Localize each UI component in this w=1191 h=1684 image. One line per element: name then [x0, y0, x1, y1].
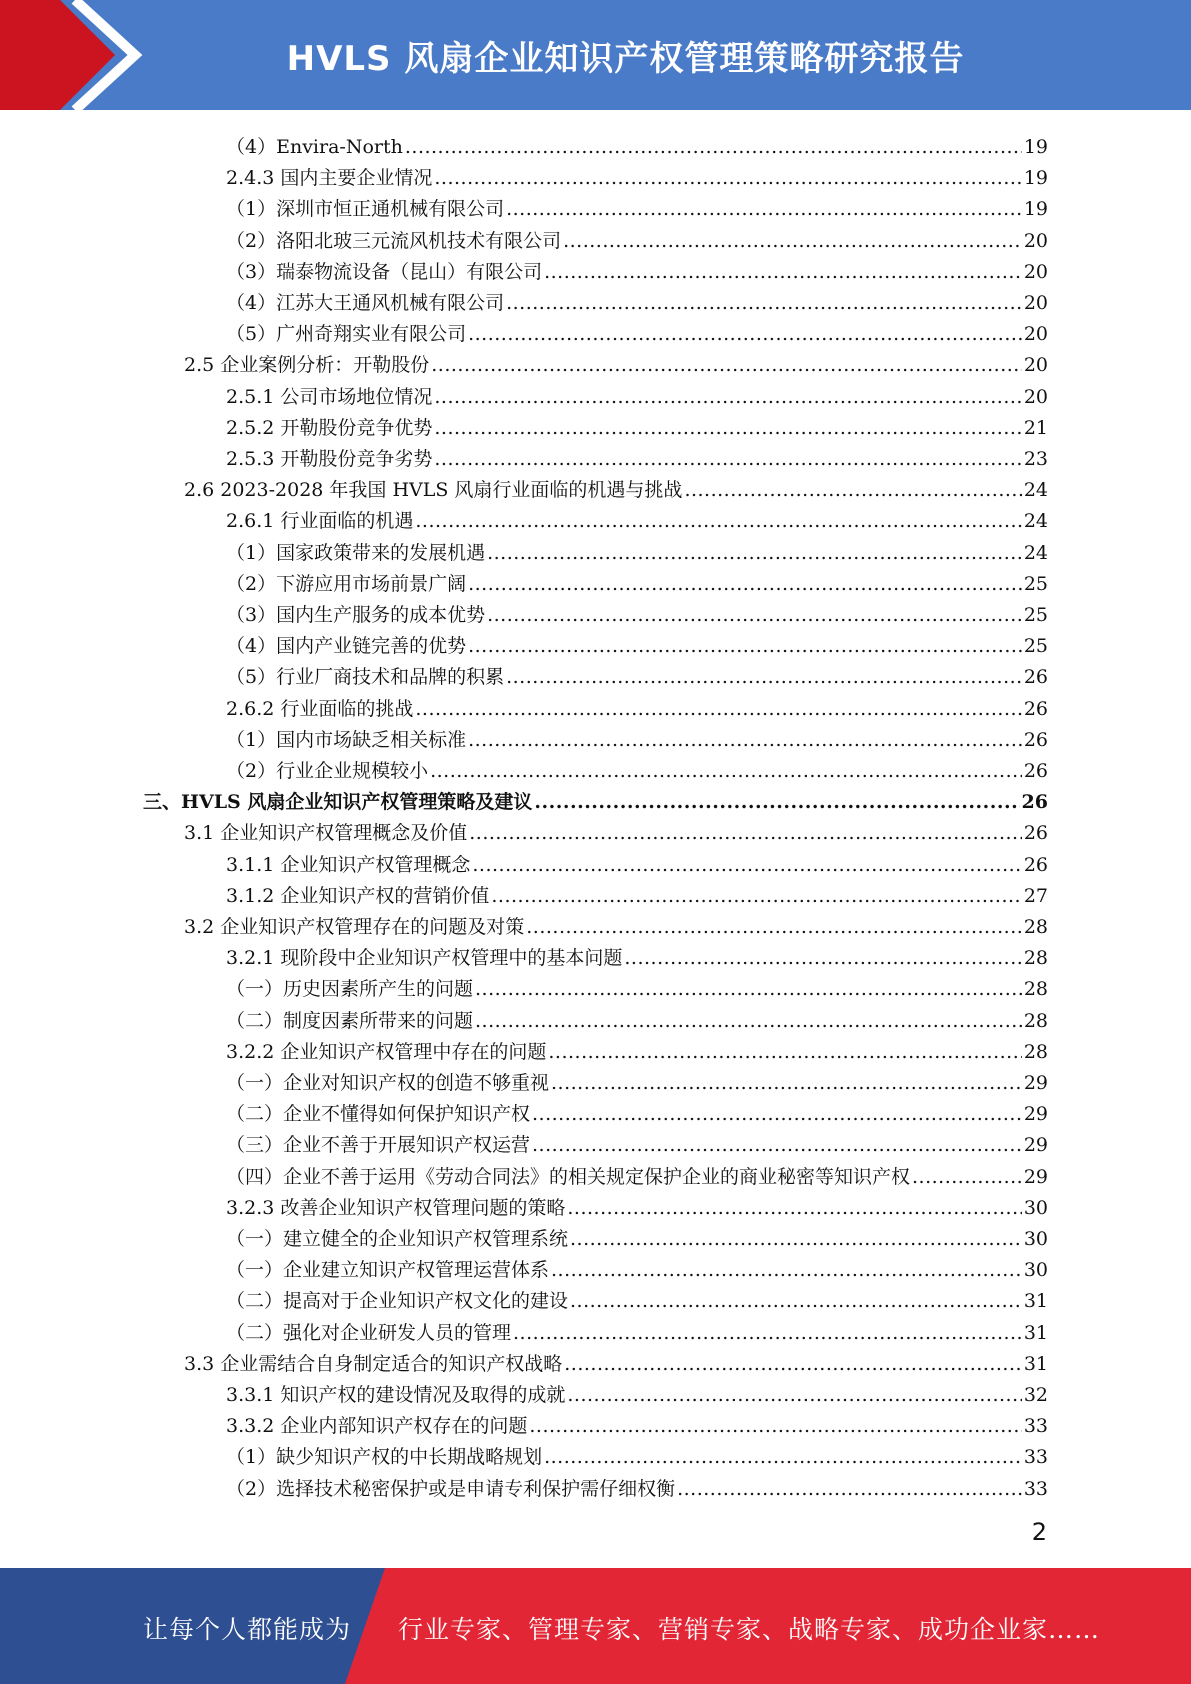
toc-leader-dots	[563, 229, 1022, 253]
toc-entry-page: 29	[1023, 1134, 1048, 1157]
toc-entry[interactable]	[226, 128, 1048, 159]
toc-leader-dots	[544, 260, 1022, 284]
toc-entry[interactable]	[226, 1407, 1048, 1438]
toc-entry-label: （二）企业不懂得如何保护知识产权	[226, 1103, 531, 1126]
toc-entry-page: 19	[1023, 136, 1048, 158]
toc-entry-page: 26	[1023, 853, 1048, 876]
toc-leader-dots	[544, 1445, 1022, 1469]
toc-entry-page: 20	[1023, 323, 1048, 346]
toc-entry-page: 30	[1023, 1196, 1048, 1219]
toc-entry-label: 3.2.2 企业知识产权管理中存在的问题	[226, 1040, 547, 1063]
toc-entry[interactable]	[226, 690, 1048, 721]
toc-entry-label: （三）企业不善于开展知识产权运营	[226, 1134, 531, 1157]
toc-leader-dots	[532, 1102, 1022, 1126]
toc-leader-dots	[434, 447, 1021, 471]
toc-entry-label: 2.5.3 开勒股份竞争劣势	[226, 448, 433, 470]
toc-entry-label: （1）缺少知识产权的中长期战略规划	[226, 1446, 543, 1469]
toc-entry-page: 21	[1023, 416, 1048, 439]
toc-entry-page: 26	[1023, 728, 1048, 751]
toc-entry-page: 29	[1023, 1103, 1048, 1126]
toc-leader-dots	[434, 166, 1021, 190]
toc-leader-dots	[624, 946, 1021, 970]
toc-leader-dots	[532, 1133, 1022, 1157]
toc-entry-page: 33	[1023, 1477, 1048, 1500]
toc-entry-page: 24	[1023, 541, 1048, 564]
toc-entry[interactable]	[226, 440, 1048, 471]
toc-entry[interactable]	[226, 752, 1048, 783]
footer-slogan-left: 让每个人都能成为	[143, 1615, 352, 1644]
toc-leader-dots	[506, 197, 1022, 221]
toc-leader-dots	[431, 353, 1022, 377]
toc-leader-dots	[468, 634, 1022, 658]
toc-leader-dots	[506, 665, 1022, 689]
toc-entry-page: 31	[1023, 1352, 1048, 1375]
toc-entry-label: 2.4.3 国内主要企业情况	[226, 167, 433, 190]
toc-leader-dots	[567, 1196, 1021, 1220]
toc-entry-page: 27	[1023, 884, 1048, 907]
toc-entry-page: 25	[1023, 572, 1048, 595]
toc-entry-label: 3.1.1 企业知识产权管理概念	[226, 853, 471, 876]
toc-entry-label: 2.5.2 开勒股份竞争优势	[226, 416, 433, 439]
toc-entry-label: （3）国内生产服务的成本优势	[226, 604, 486, 626]
toc-entry-page: 31	[1023, 1321, 1048, 1344]
toc-leader-dots	[472, 853, 1021, 877]
page-number: 2	[1031, 1518, 1047, 1546]
toc-entry-label: （一）历史因素所产生的问题	[226, 978, 474, 1001]
toc-entry-label: （四）企业不善于运用《劳动合同法》的相关规定保护企业的商业秘密等知识产权	[226, 1165, 911, 1188]
toc-leader-dots	[506, 291, 1022, 315]
toc-leader-dots	[491, 884, 1021, 908]
toc-entry-label: （4）国内产业链完善的优势	[226, 635, 467, 658]
toc-entry[interactable]	[226, 315, 1048, 346]
toc-entry-page: 26	[1023, 822, 1048, 845]
toc-entry-label: 3.2 企业知识产权管理存在的问题及对策	[184, 916, 525, 938]
toc-leader-dots	[684, 478, 1021, 502]
toc-entry[interactable]	[226, 253, 1048, 284]
toc-entry[interactable]	[226, 877, 1048, 908]
toc-leader-dots	[475, 1009, 1022, 1033]
toc-entry-page: 33	[1023, 1446, 1048, 1469]
toc-entry[interactable]	[226, 378, 1048, 409]
toc-entry-label: （一）企业对知识产权的创造不够重视	[226, 1072, 550, 1094]
toc-entry[interactable]	[184, 471, 1048, 502]
toc-entry-label: （2）行业企业规模较小	[226, 760, 429, 782]
toc-entry-page: 20	[1023, 385, 1048, 408]
toc-entry-label: （一）建立健全的企业知识产权管理系统	[226, 1228, 569, 1250]
toc-entry-label: （4）Envira-North	[226, 136, 403, 158]
toc-entry-label: （二）制度因素所带来的问题	[226, 1009, 474, 1032]
toc-entry[interactable]	[226, 1470, 1048, 1501]
toc-entry-label: 2.5.1 公司市场地位情况	[226, 385, 433, 408]
toc-entry[interactable]	[226, 1251, 1048, 1282]
toc-entry[interactable]	[226, 284, 1048, 315]
toc-entry-page: 26	[1023, 760, 1048, 782]
toc-entry-page: 28	[1023, 916, 1048, 938]
toc-entry[interactable]	[226, 1438, 1048, 1469]
toc-leader-dots	[469, 821, 1022, 845]
toc-entry-page: 19	[1023, 167, 1048, 190]
toc-leader-dots	[434, 416, 1021, 440]
toc-entry-label: 3.3 企业需结合自身制定适合的知识产权战略	[184, 1352, 563, 1375]
toc-entry-page: 28	[1023, 947, 1048, 970]
toc-entry-label: （2）选择技术秘密保护或是申请专利保护需仔细权衡	[226, 1477, 676, 1500]
toc-entry[interactable]	[226, 1282, 1048, 1313]
toc-entry-label: （2）下游应用市场前景广阔	[226, 572, 467, 595]
toc-leader-dots	[430, 759, 1022, 783]
toc-entry-page: 30	[1023, 1228, 1048, 1250]
toc-entry[interactable]	[143, 783, 1048, 814]
toc-entry[interactable]	[226, 1126, 1048, 1157]
toc-entry[interactable]	[226, 159, 1048, 190]
toc-entry-label: 3.1 企业知识产权管理概念及价值	[184, 822, 468, 845]
toc-entry-page: 28	[1023, 1009, 1048, 1032]
toc-entry[interactable]	[226, 939, 1048, 970]
toc-leader-dots	[526, 915, 1022, 939]
footer-slogan-right: 行业专家、管理专家、营销专家、战略专家、成功企业家……	[398, 1615, 1101, 1644]
toc-entry-page: 31	[1023, 1290, 1048, 1313]
toc-entry-label: （1）国内市场缺乏相关标准	[226, 728, 467, 751]
toc-leader-dots	[570, 1289, 1022, 1313]
toc-entry-page: 23	[1023, 448, 1048, 470]
toc-entry-label: （二）强化对企业研发人员的管理	[226, 1321, 512, 1344]
toc-entry-page: 26	[1023, 697, 1048, 720]
toc-leader-dots	[564, 1352, 1022, 1376]
toc-entry[interactable]	[184, 346, 1048, 377]
toc-entry[interactable]	[184, 908, 1048, 939]
toc-entry-label: （4）江苏大王通风机械有限公司	[226, 292, 505, 314]
toc-entry[interactable]	[226, 1220, 1048, 1251]
toc-leader-dots	[434, 385, 1021, 409]
toc-entry-page: 30	[1023, 1259, 1048, 1282]
toc-leader-dots	[405, 135, 1022, 159]
toc-leader-dots	[415, 697, 1021, 721]
toc-entry-page: 26	[1021, 791, 1048, 814]
toc-entry-label: 3.2.1 现阶段中企业知识产权管理中的基本问题	[226, 947, 623, 970]
toc-entry[interactable]	[226, 1064, 1048, 1095]
toc-entry[interactable]	[226, 565, 1048, 596]
toc-leader-dots	[475, 977, 1022, 1001]
toc-leader-dots	[468, 728, 1022, 752]
toc-entry-label: （3）瑞泰物流设备（昆山）有限公司	[226, 260, 543, 283]
toc-leader-dots	[570, 1227, 1022, 1251]
toc-entry[interactable]	[226, 534, 1048, 565]
toc-entry[interactable]	[184, 814, 1048, 845]
toc-entry-label: （一）企业建立知识产权管理运营体系	[226, 1259, 550, 1282]
toc-leader-dots	[912, 1165, 1022, 1189]
toc-entry[interactable]	[226, 627, 1048, 658]
toc-entry[interactable]	[226, 1095, 1048, 1126]
toc-entry[interactable]	[226, 721, 1048, 752]
toc-entry-page: 20	[1023, 229, 1048, 252]
toc-leader-dots	[415, 509, 1021, 533]
toc-entry-page: 29	[1023, 1072, 1048, 1094]
toc-entry-page: 29	[1023, 1165, 1048, 1188]
toc-entry[interactable]	[226, 1033, 1048, 1064]
toc-entry-label: （二）提高对于企业知识产权文化的建设	[226, 1290, 569, 1313]
toc-entry-page: 20	[1023, 260, 1048, 283]
toc-entry-page: 25	[1023, 604, 1048, 626]
toc-entry[interactable]	[226, 970, 1048, 1001]
toc-entry[interactable]	[226, 846, 1048, 877]
toc-leader-dots	[487, 541, 1022, 565]
header-bar	[0, 0, 1191, 110]
toc-entry[interactable]	[226, 596, 1048, 627]
toc-leader-dots	[487, 603, 1022, 627]
toc-entry[interactable]	[226, 190, 1048, 221]
toc-entry-label: （1）深圳市恒正通机械有限公司	[226, 198, 505, 221]
toc-entry-page: 28	[1023, 978, 1048, 1001]
toc-leader-dots	[677, 1477, 1022, 1501]
toc-entry-label: （2）洛阳北玻三元流风机技术有限公司	[226, 229, 562, 252]
toc-entry-label: 3.2.3 改善企业知识产权管理问题的策略	[226, 1196, 566, 1219]
toc-entry-label: 2.5 企业案例分析：开勒股份	[184, 354, 430, 377]
toc-leader-dots	[567, 1383, 1021, 1407]
toc-entry[interactable]	[226, 1002, 1048, 1033]
toc-leader-dots	[513, 1321, 1022, 1345]
toc-entry-page: 19	[1023, 198, 1048, 221]
toc-entry-label: 3.3.1 知识产权的建设情况及取得的成就	[226, 1384, 566, 1406]
toc-entry-label: 2.6 2023-2028 年我国 HVLS 风扇行业面临的机遇与挑战	[184, 479, 683, 502]
toc-entry-page: 24	[1023, 510, 1048, 533]
toc-leader-dots	[529, 1414, 1021, 1438]
toc-leader-dots	[551, 1258, 1022, 1282]
toc-entry[interactable]	[226, 1314, 1048, 1345]
toc-entry[interactable]	[226, 1158, 1048, 1189]
toc-leader-dots	[548, 1040, 1021, 1064]
toc-entry-label: 2.6.1 行业面临的机遇	[226, 510, 414, 533]
toc-entry[interactable]	[226, 409, 1048, 440]
toc-entry[interactable]	[226, 1376, 1048, 1407]
toc-entry-label: 三、HVLS 风扇企业知识产权管理策略及建议	[143, 791, 533, 814]
toc-entry-label: （5）行业厂商技术和品牌的积累	[226, 666, 505, 689]
toc-entry[interactable]	[226, 1189, 1048, 1220]
toc-leader-dots	[551, 1071, 1022, 1095]
toc-entry[interactable]	[226, 222, 1048, 253]
toc-entry-page: 28	[1023, 1040, 1048, 1063]
toc-entry[interactable]	[226, 658, 1048, 689]
toc-entry-page: 33	[1023, 1415, 1048, 1438]
toc-entry-page: 20	[1023, 292, 1048, 314]
toc-entry-page: 26	[1023, 666, 1048, 689]
toc-entry-label: 3.3.2 企业内部知识产权存在的问题	[226, 1415, 528, 1438]
toc-entry-label: （1）国家政策带来的发展机遇	[226, 541, 486, 564]
toc-entry-page: 32	[1023, 1384, 1048, 1406]
toc-leader-dots	[468, 322, 1022, 346]
toc-entry-label: 3.1.2 企业知识产权的营销价值	[226, 884, 490, 907]
toc-entry-page: 25	[1023, 635, 1048, 658]
toc-entry[interactable]	[184, 1345, 1048, 1376]
toc-leader-dots	[468, 572, 1022, 596]
toc-entry-page: 24	[1023, 479, 1048, 502]
report-title: HVLS 风扇企业知识产权管理策略研究报告	[286, 38, 965, 79]
toc-entry-label: 2.6.2 行业面临的挑战	[226, 697, 414, 720]
toc-entry-label: （5）广州奇翔实业有限公司	[226, 323, 467, 346]
toc-entry-page: 20	[1023, 354, 1048, 377]
toc-entry[interactable]	[226, 502, 1048, 533]
toc-leader-dots	[534, 790, 1019, 814]
